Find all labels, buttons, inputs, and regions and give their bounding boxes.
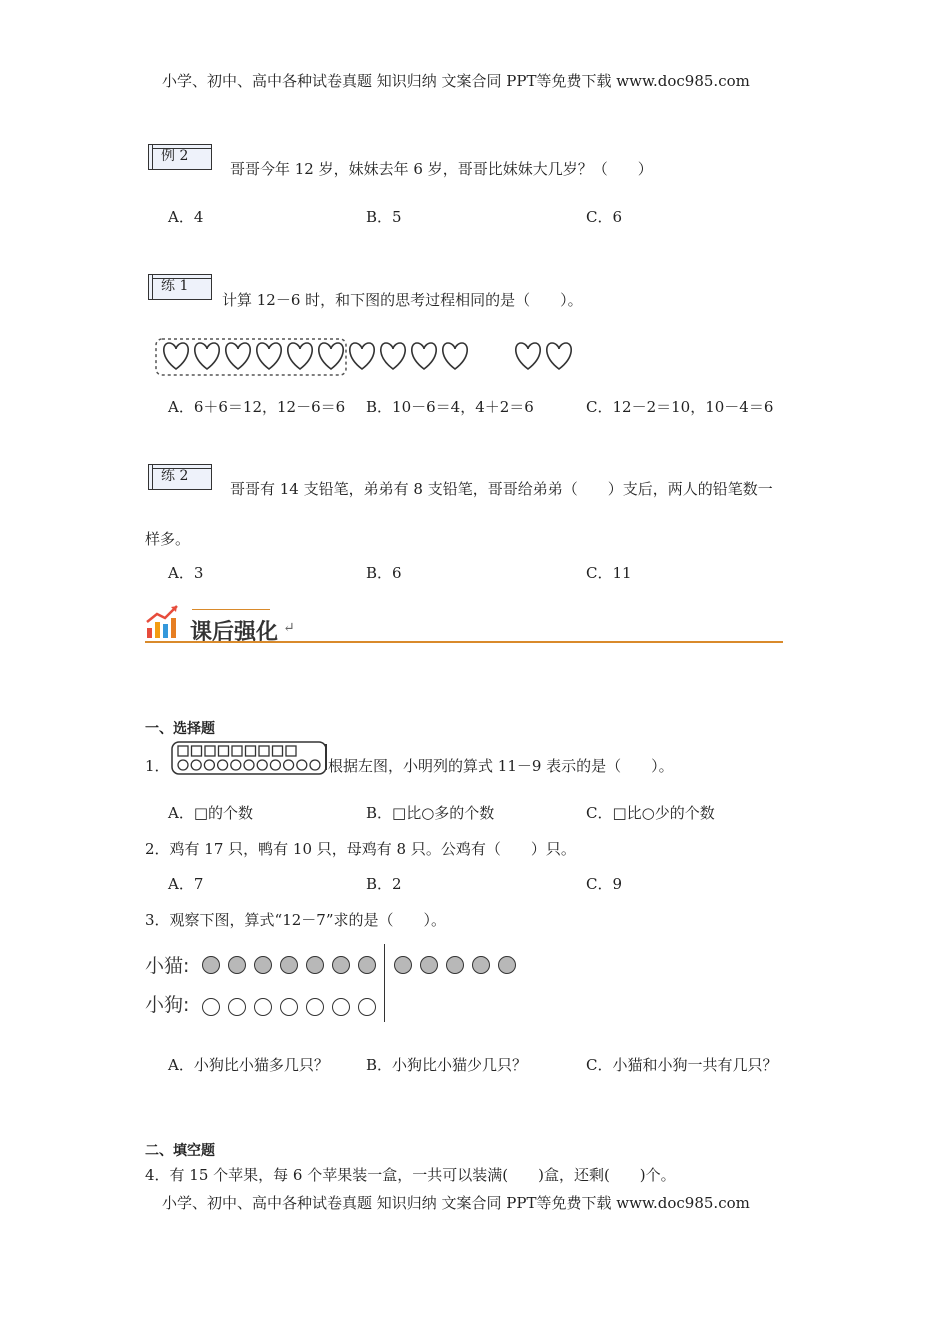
practice-1-option-c: C．12－2＝10，10－4＝6 (586, 398, 774, 416)
square-icon (178, 746, 188, 756)
q2-option-a: A．7 (168, 875, 204, 893)
chart-icon (145, 604, 185, 640)
practice-2-question-line2: 样多。 (145, 530, 191, 548)
divider-line (384, 944, 385, 1022)
practice-1-question: 计算 12－6 时，和下图的思考过程相同的是（ ）。 (222, 291, 583, 309)
cat-circles-row (202, 955, 524, 974)
section-title: 课后强化 (190, 620, 279, 645)
circle-icon (310, 760, 320, 770)
dog-circle-icon (254, 998, 272, 1016)
cat-circle-icon (228, 956, 246, 974)
q1-question: 根据左图，小明列的算式 11－9 表示的是（ ）。 (328, 757, 674, 775)
dog-circle-icon (332, 998, 350, 1016)
page-footer: 小学、初中、高中各种试卷真题 知识归纳 文案合同 PPT等免费下载 www.doc985.com (162, 1194, 750, 1212)
heart-icon (164, 343, 188, 369)
section-one-title: 一、选择题 (145, 721, 215, 737)
dog-circle-icon (306, 998, 324, 1016)
q2-option-c: C．9 (586, 875, 623, 893)
heart-icon (257, 343, 281, 369)
squares-circles-figure (170, 740, 330, 776)
heart-icon (381, 343, 405, 369)
q2-option-b: B．2 (366, 875, 402, 893)
circle-icon (191, 760, 201, 770)
cat-label: 小猫: (145, 955, 190, 977)
banner-underline (145, 641, 783, 643)
heart-icon (412, 343, 436, 369)
heart-icon (350, 343, 374, 369)
heart-icon (288, 343, 312, 369)
banner-top-rule (192, 609, 270, 610)
heart-icon (443, 343, 467, 369)
dog-circle-icon (202, 998, 220, 1016)
cat-circle-icon (498, 956, 516, 974)
practice-2-tag: 练 2 (148, 464, 212, 490)
heart-icon (547, 343, 571, 369)
circle-icon (178, 760, 188, 770)
square-icon (205, 746, 215, 756)
practice-2-option-c: C．11 (586, 564, 632, 582)
cat-circle-icon (254, 956, 272, 974)
q4-question: 4．有 15 个苹果，每 6 个苹果装一盒，一共可以装满( )盒，还剩( )个。 (145, 1166, 676, 1184)
heart-icon (226, 343, 250, 369)
practice-2-option-a: A．3 (168, 564, 204, 582)
cat-circle-icon (472, 956, 490, 974)
square-icon (259, 746, 269, 756)
practice-1-option-a: A．6＋6＝12，12－6＝6 (168, 398, 346, 416)
q3-option-b: B．小狗比小猫少几只？ (366, 1056, 528, 1074)
dog-circle-icon (280, 998, 298, 1016)
hearts-figure (150, 335, 580, 380)
square-icon (219, 746, 229, 756)
dashed-group-box (156, 339, 346, 375)
circle-icon (297, 760, 307, 770)
q1-option-a: A．□的个数 (168, 804, 254, 822)
practice-1-option-b: B．10－6＝4，4＋2＝6 (366, 398, 534, 416)
example-2-question: 哥哥今年 12 岁，妹妹去年 6 岁，哥哥比妹妹大几岁？（ ） (230, 160, 653, 178)
cat-circle-icon (202, 956, 220, 974)
circle-icon (257, 760, 267, 770)
cat-circle-icon (280, 956, 298, 974)
page-header: 小学、初中、高中各种试卷真题 知识归纳 文案合同 PPT等免费下载 www.doc985.com (162, 72, 750, 90)
q1-option-b: B．□比○多的个数 (366, 804, 495, 822)
dog-circles-row (202, 997, 384, 1016)
cat-circle-icon (420, 956, 438, 974)
return-mark-icon: ↵ (283, 620, 295, 636)
heart-icon (319, 343, 343, 369)
example-2-tag: 例 2 (148, 144, 212, 170)
practice-2-question-line1: 哥哥有 14 支铅笔，弟弟有 8 支铅笔，哥哥给弟弟（ ）支后，两人的铅笔数一 (230, 480, 773, 498)
dog-label: 小狗: (145, 994, 190, 1016)
q3-question: 3．观察下图，算式“12－7”求的是（ ）。 (145, 911, 447, 929)
cat-circle-icon (306, 956, 324, 974)
cat-circle-icon (358, 956, 376, 974)
square-icon (246, 746, 256, 756)
circle-icon (218, 760, 228, 770)
circle-icon (204, 760, 214, 770)
example-2-option-c: C．6 (586, 208, 623, 226)
circle-icon (244, 760, 254, 770)
q3-option-c: C．小猫和小狗一共有几只？ (586, 1056, 778, 1074)
heart-icon (195, 343, 219, 369)
dog-circle-icon (228, 998, 246, 1016)
heart-icon (516, 343, 540, 369)
example-2-option-a: A．4 (168, 208, 204, 226)
practice-1-tag: 练 1 (148, 274, 212, 300)
circle-icon (284, 760, 294, 770)
q1-option-c: C．□比○少的个数 (586, 804, 715, 822)
circle-icon (270, 760, 280, 770)
q2-question: 2．鸡有 17 只，鸭有 10 只，母鸡有 8 只。公鸡有（ ）只。 (145, 840, 576, 858)
example-2-option-b: B．5 (366, 208, 402, 226)
section-two-title: 二、填空题 (145, 1143, 215, 1159)
cat-circle-icon (332, 956, 350, 974)
cat-circle-icon (446, 956, 464, 974)
practice-2-option-b: B．6 (366, 564, 402, 582)
q3-option-a: A．小狗比小猫多几只？ (168, 1056, 329, 1074)
dog-circle-icon (358, 998, 376, 1016)
square-icon (273, 746, 283, 756)
square-icon (192, 746, 202, 756)
square-icon (232, 746, 242, 756)
q1-number: 1． (145, 757, 170, 775)
circle-icon (231, 760, 241, 770)
square-icon (286, 746, 296, 756)
cat-circle-icon (394, 956, 412, 974)
